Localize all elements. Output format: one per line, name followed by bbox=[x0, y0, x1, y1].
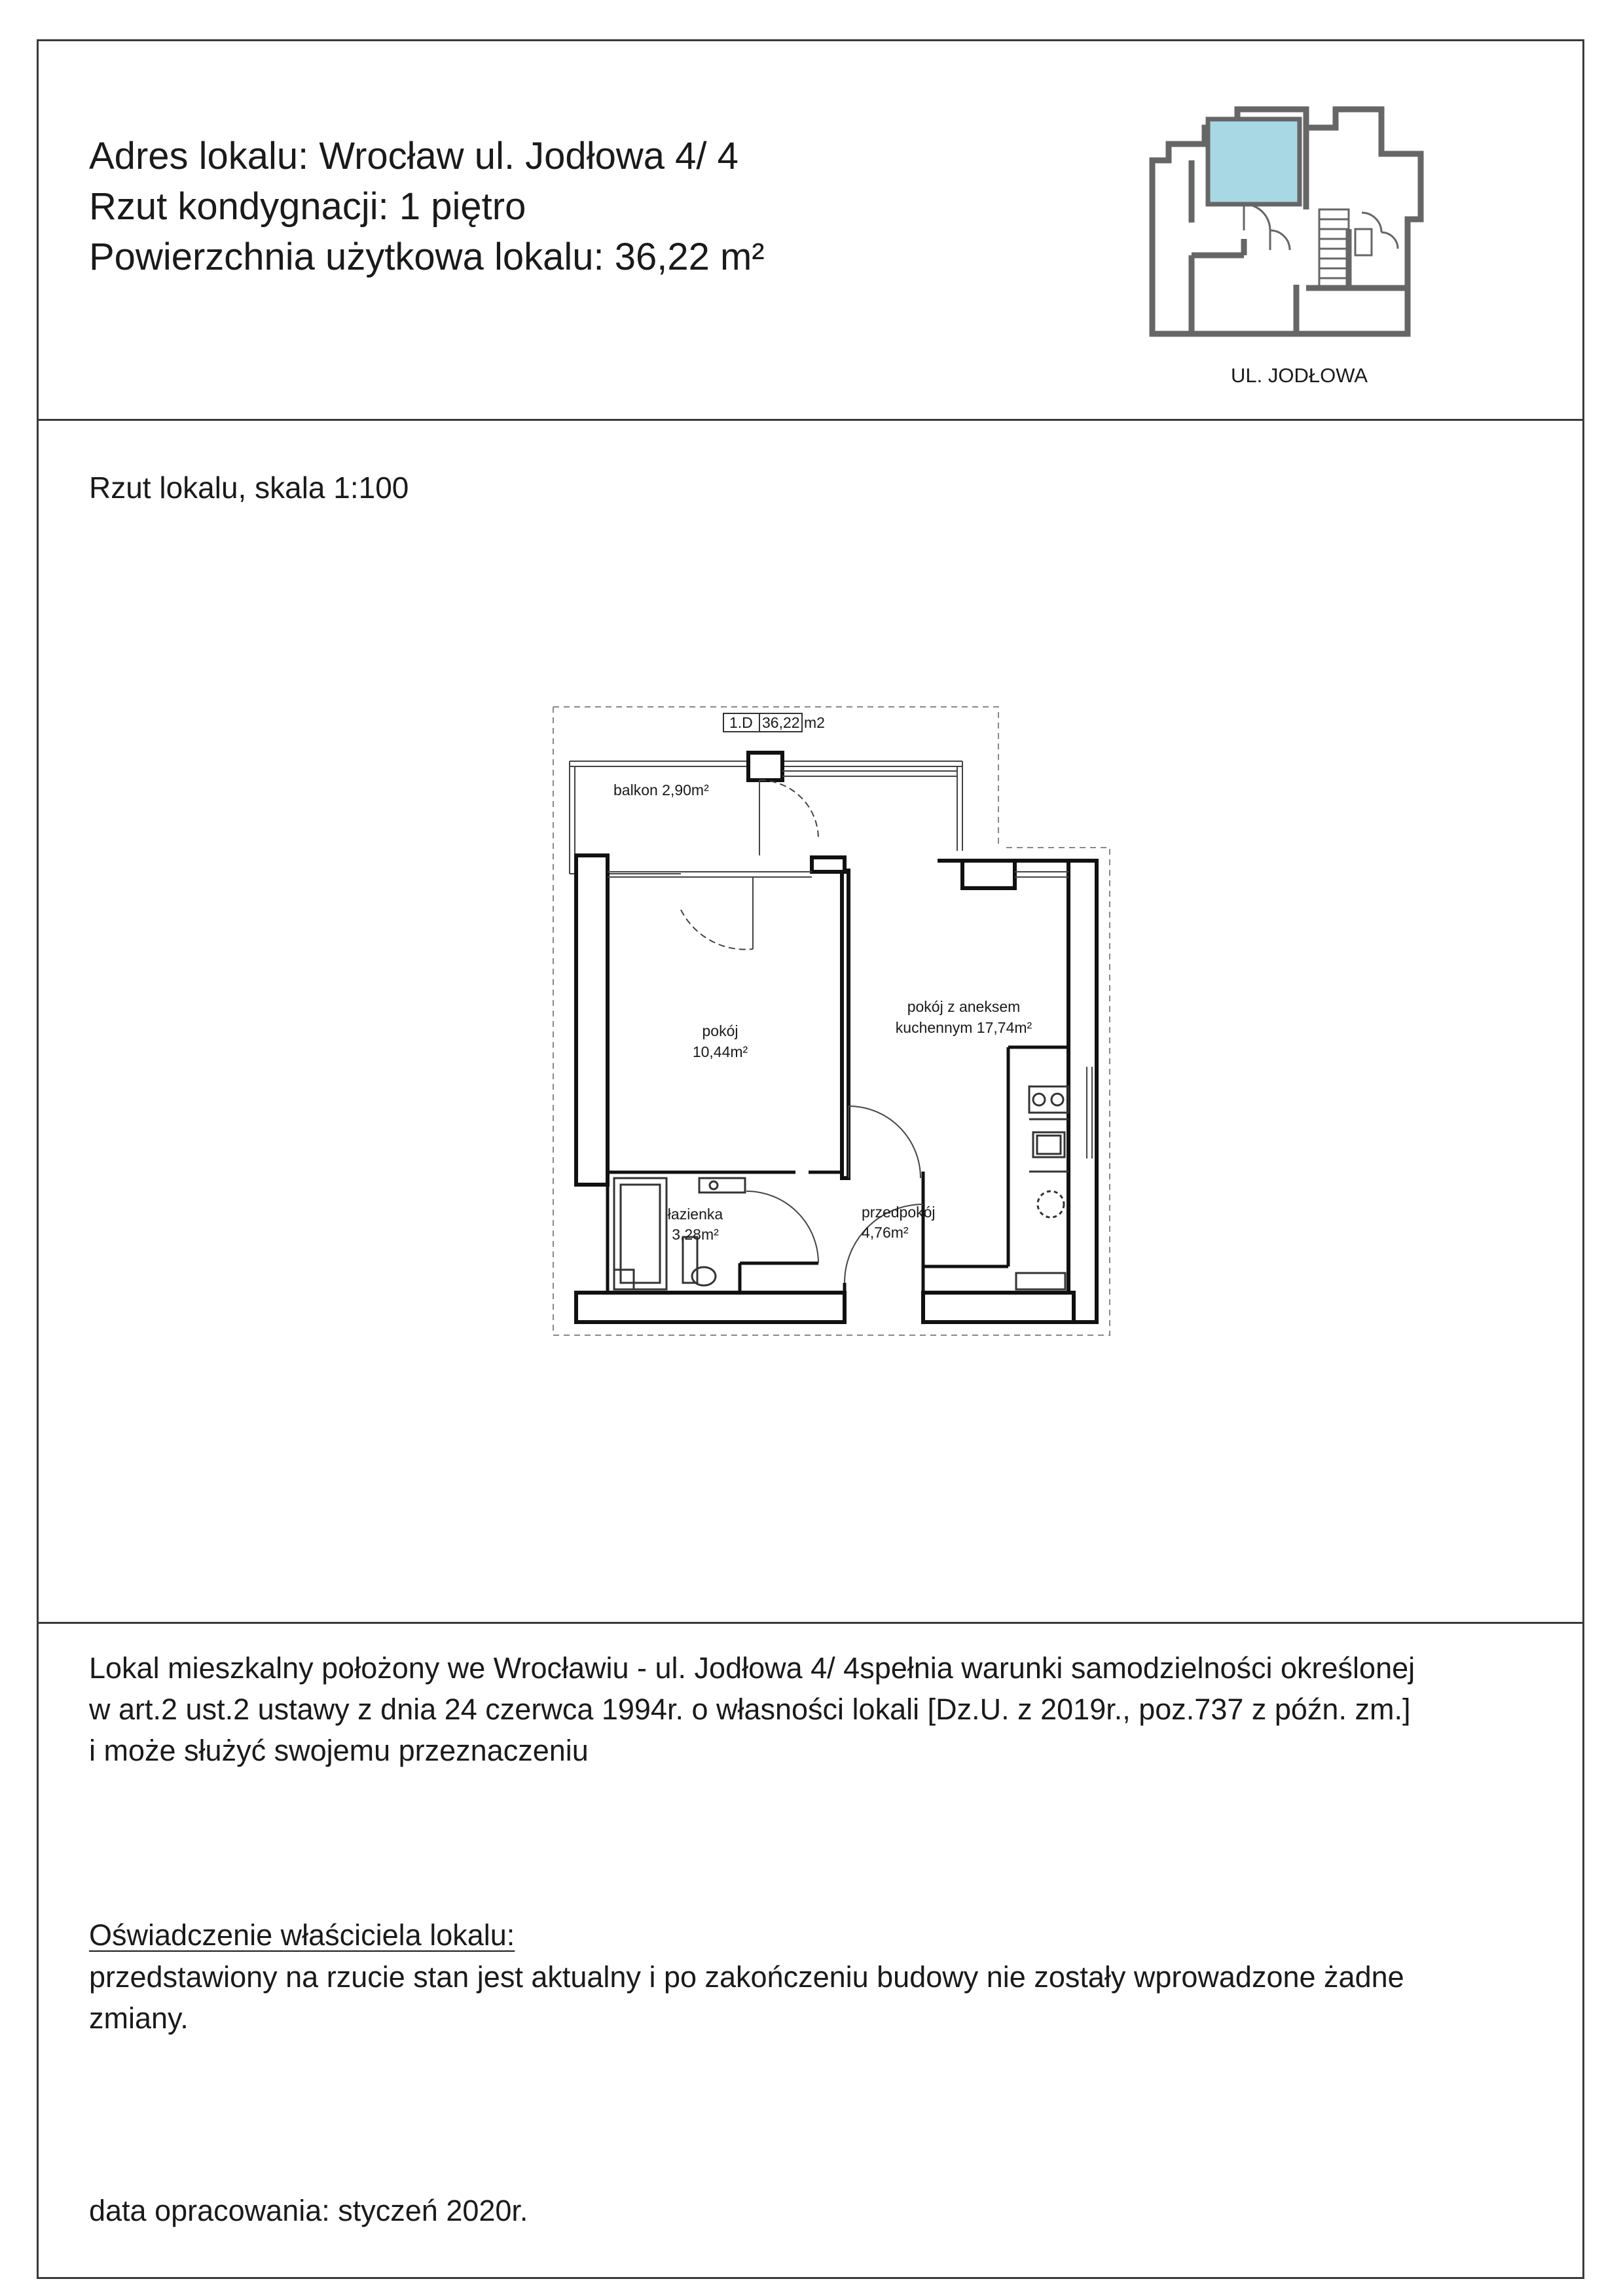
plan-title: Rzut lokalu, skala 1:100 bbox=[89, 471, 409, 505]
header-divider bbox=[37, 419, 1584, 421]
plan-divider bbox=[37, 1622, 1584, 1624]
floor-plan bbox=[524, 700, 1126, 1342]
area-line: Powierzchnia użytkowa lokalu: 36,22 m² bbox=[89, 236, 765, 278]
key-plan bbox=[1139, 98, 1434, 347]
declaration-heading: Oświadczenie właściciela lokalu: bbox=[89, 1918, 515, 1952]
unit-highlight bbox=[1208, 119, 1300, 204]
room-name: pokój bbox=[702, 1022, 739, 1039]
balcony-label: balkon 2,90m² bbox=[613, 781, 709, 798]
unit-tag: 1.D bbox=[729, 714, 753, 731]
declaration-line-1: przedstawiony na rzucie stan jest aktualny i po zakończeniu budowy nie zostały wprowadzone żadne bbox=[89, 1960, 1404, 1994]
living-room-area: kuchennym 17,74m² bbox=[895, 1019, 1032, 1036]
declaration-line-2: zmiany. bbox=[89, 2001, 189, 2035]
bathroom-name: łazienka bbox=[667, 1206, 723, 1223]
living-room-name: pokój z aneksem bbox=[907, 998, 1021, 1015]
bathroom-area: 3,28m² bbox=[672, 1226, 719, 1243]
statement-line-1: Lokal mieszkalny położony we Wrocławiu - ul. Jodłowa 4/ 4spełnia warunki samodzielności określonej bbox=[89, 1651, 1415, 1685]
statement-line-3: i może służyć swojemu przeznaczeniu bbox=[89, 1734, 589, 1767]
hall-area: 4,76m² bbox=[862, 1224, 909, 1241]
unit-area-tag: 36,22 m2 bbox=[762, 714, 825, 731]
address-line: Adres lokalu: Wrocław ul. Jodłowa 4/ 4 bbox=[89, 135, 739, 177]
floor-line: Rzut kondygnacji: 1 piętro bbox=[89, 185, 526, 228]
statement-line-2: w art.2 ust.2 ustawy z dnia 24 czerwca 1994r. o własności lokali [Dz.U. z 2019r., poz.737 z późn. zm.] bbox=[89, 1693, 1411, 1726]
street-label: UL. JODŁOWA bbox=[1231, 364, 1368, 387]
room-area: 10,44m² bbox=[692, 1043, 748, 1060]
hall-name: przedpokój bbox=[862, 1204, 936, 1221]
preparation-date: data opracowania: styczeń 2020r. bbox=[89, 2194, 528, 2227]
